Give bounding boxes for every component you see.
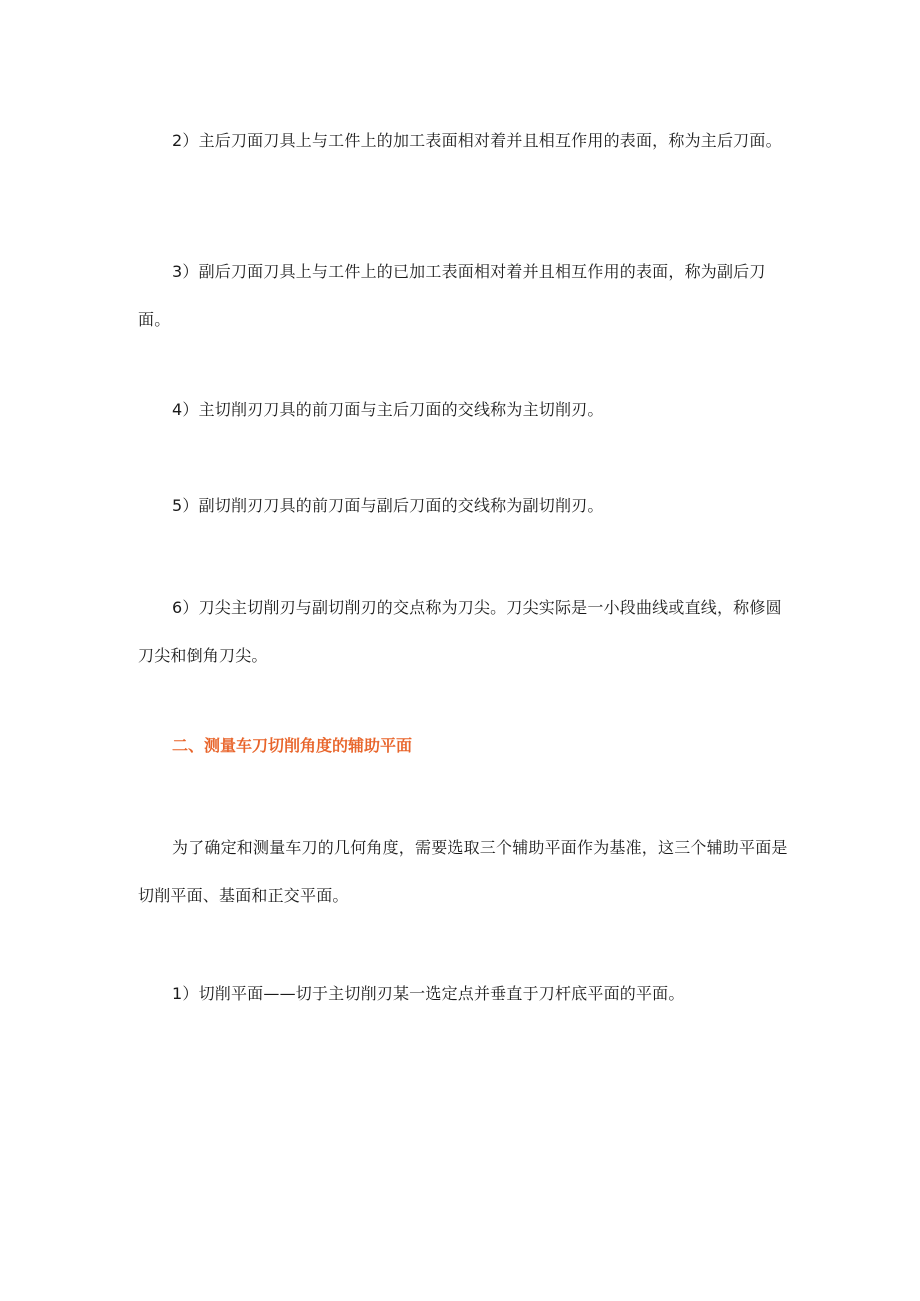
paragraph-auxiliary-planes: 为了确定和测量车刀的几何角度，需要选取三个辅助平面作为基准，这三个辅助平面是切削平面、基面和正交平面。 [138, 838, 788, 905]
paragraph-main-cutting-edge: 4）主切削刃刀具的前刀面与主后刀面的交线称为主切削刃。 [172, 400, 604, 419]
section-heading: 二、测量车刀切削角度的辅助平面 [172, 736, 413, 755]
paragraph-minor-flank: 3）副后刀面刀具上与工件上的已加工表面相对着并且相互作用的表面，称为副后刀面。 [138, 262, 766, 329]
paragraph-tool-tip: 6）刀尖主切削刃与副切削刃的交点称为刀尖。刀尖实际是一小段曲线或直线，称修圆刀尖和倒角刀尖。 [138, 598, 782, 665]
paragraph-minor-cutting-edge: 5）副切削刃刀具的前刀面与副后刀面的交线称为副切削刃。 [172, 496, 604, 515]
paragraph-cutting-plane: 1）切削平面——切于主切削刃某一选定点并垂直于刀杆底平面的平面。 [172, 984, 685, 1003]
paragraph-main-flank: 2）主后刀面刀具上与工件上的加工表面相对着并且相互作用的表面，称为主后刀面。 [172, 131, 782, 150]
